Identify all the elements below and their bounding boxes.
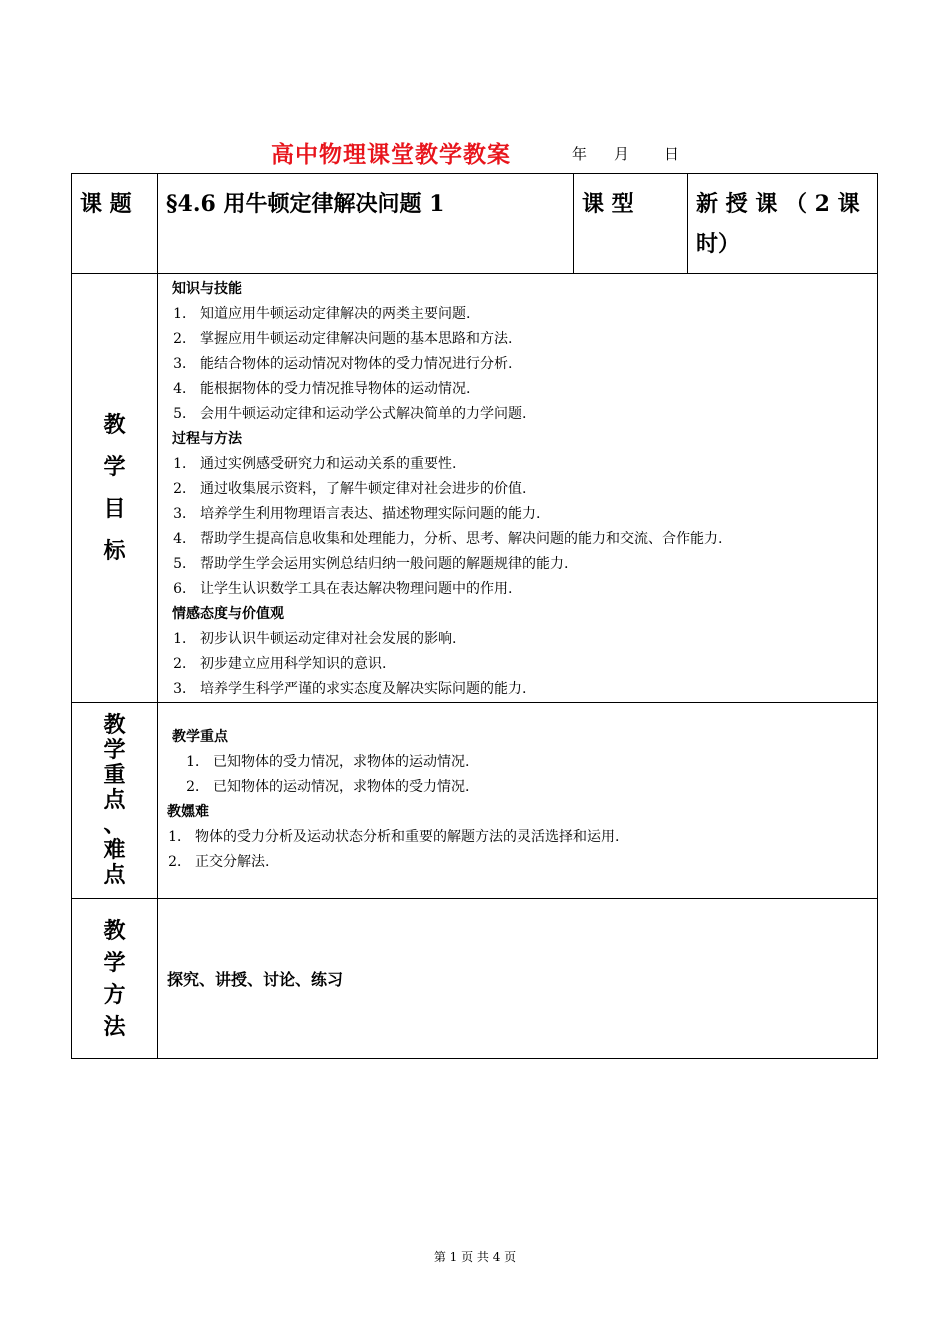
objectives-content — [158, 274, 878, 703]
list-item: 1． 初步认识牛顿运动定律对社会发展的影响. — [173, 631, 457, 647]
objectives-label-char: 标 — [103, 538, 126, 564]
topic-label-cell — [72, 174, 158, 274]
date-month: 月 — [614, 145, 630, 163]
list-item: 3． 培养学生科学严谨的求实态度及解决实际问题的能力. — [173, 681, 527, 697]
method-label-cell — [72, 899, 158, 1059]
list-item: 2． 初步建立应用科学知识的意识. — [173, 656, 387, 672]
list-item: 2． 已知物体的运动情况，求物体的受力情况. — [186, 779, 470, 795]
document-title: 高中物理课堂教学教案 — [271, 141, 511, 168]
list-item: 2． 通过收集展示资料，了解牛顿定律对社会进步的价值. — [173, 481, 527, 497]
method-row — [72, 899, 878, 1059]
type-value-cell — [688, 174, 878, 274]
section-heading-knowledge: 知识与技能 — [172, 281, 242, 297]
keypoints-label-cell — [72, 703, 158, 899]
topic-value-cell — [158, 174, 574, 274]
list-item: 1． 通过实例感受研究力和运动关系的重要性. — [173, 456, 457, 472]
method-label-char: 方 — [103, 981, 126, 1008]
list-item: 6． 让学生认识数学工具在表达解决物理问题中的作用. — [173, 581, 513, 597]
keypoints-label-char: 学 — [103, 737, 126, 763]
focus-heading: 教学重点 — [172, 729, 228, 745]
objectives-label-char: 教 — [103, 412, 126, 438]
list-item: 1． 知道应用牛顿运动定律解决的两类主要问题. — [173, 306, 471, 322]
type-value: 新 授 课 （ 2 课 时） — [696, 191, 860, 257]
list-item: 5． 会用牛顿运动定律和运动学公式解决简单的力学问题. — [173, 406, 527, 422]
list-item: 3． 能结合物体的运动情况对物体的受力情况进行分析. — [173, 356, 513, 372]
type-label: 课 型 — [582, 191, 634, 217]
objectives-label-char: 学 — [103, 454, 126, 480]
keypoints-label-char: 点 — [103, 862, 126, 888]
keypoints-label-char: 难 — [103, 837, 126, 863]
keypoints-label-char: 点 — [103, 787, 126, 813]
method-label-char: 教 — [103, 917, 126, 944]
topic-value: §4.6 用牛顿定律解决问题 1 — [166, 191, 445, 217]
list-item: 4． 能根据物体的受力情况推导物体的运动情况. — [173, 381, 471, 397]
topic-row — [72, 174, 878, 274]
objectives-label-cell — [72, 274, 158, 703]
keypoints-label-char: 、 — [103, 812, 126, 838]
objectives-row — [72, 274, 878, 703]
section-heading-process: 过程与方法 — [172, 431, 242, 447]
list-item: 2． 掌握应用牛顿运动定律解决问题的基本思路和方法. — [173, 331, 513, 347]
page-footer: 第 1 页 共 4 页 — [433, 1250, 517, 1264]
list-item: 1． 已知物体的受力情况，求物体的运动情况. — [186, 754, 470, 770]
title-row — [0, 136, 950, 168]
list-item: 1． 物体的受力分析及运动状态分析和重要的解题方法的灵活选择和运用. — [168, 829, 620, 845]
list-item: 4． 帮助学生提高信息收集和处理能力，分析、思考、解决问题的能力和交流、合作能力. — [173, 531, 723, 547]
topic-label: 课 题 — [80, 191, 132, 217]
method-label-char: 学 — [103, 949, 126, 976]
keypoints-row — [72, 703, 878, 899]
list-item: 3． 培养学生利用物理语言表达、描述物理实际问题的能力. — [173, 506, 541, 522]
list-item: 2． 正交分解法. — [168, 854, 270, 870]
keypoints-label-char: 重 — [103, 762, 126, 788]
method-label-char: 法 — [103, 1013, 126, 1040]
objectives-label-char: 目 — [103, 496, 126, 522]
date-day: 日 — [664, 145, 680, 163]
keypoints-label-char: 教 — [103, 712, 126, 738]
difficulty-heading: 教嫼难 — [167, 804, 209, 820]
method-content — [158, 899, 878, 1059]
keypoints-content — [158, 703, 878, 899]
lesson-plan-table — [71, 173, 878, 1059]
list-item: 5． 帮助学生学会运用实例总结归纳一般问题的解题规律的能力. — [173, 556, 569, 572]
date-year: 年 — [572, 145, 588, 163]
method-value: 探究、讲授、讨论、练习 — [167, 970, 344, 989]
type-label-cell — [574, 174, 688, 274]
section-heading-attitude: 情感态度与价值观 — [172, 606, 284, 622]
